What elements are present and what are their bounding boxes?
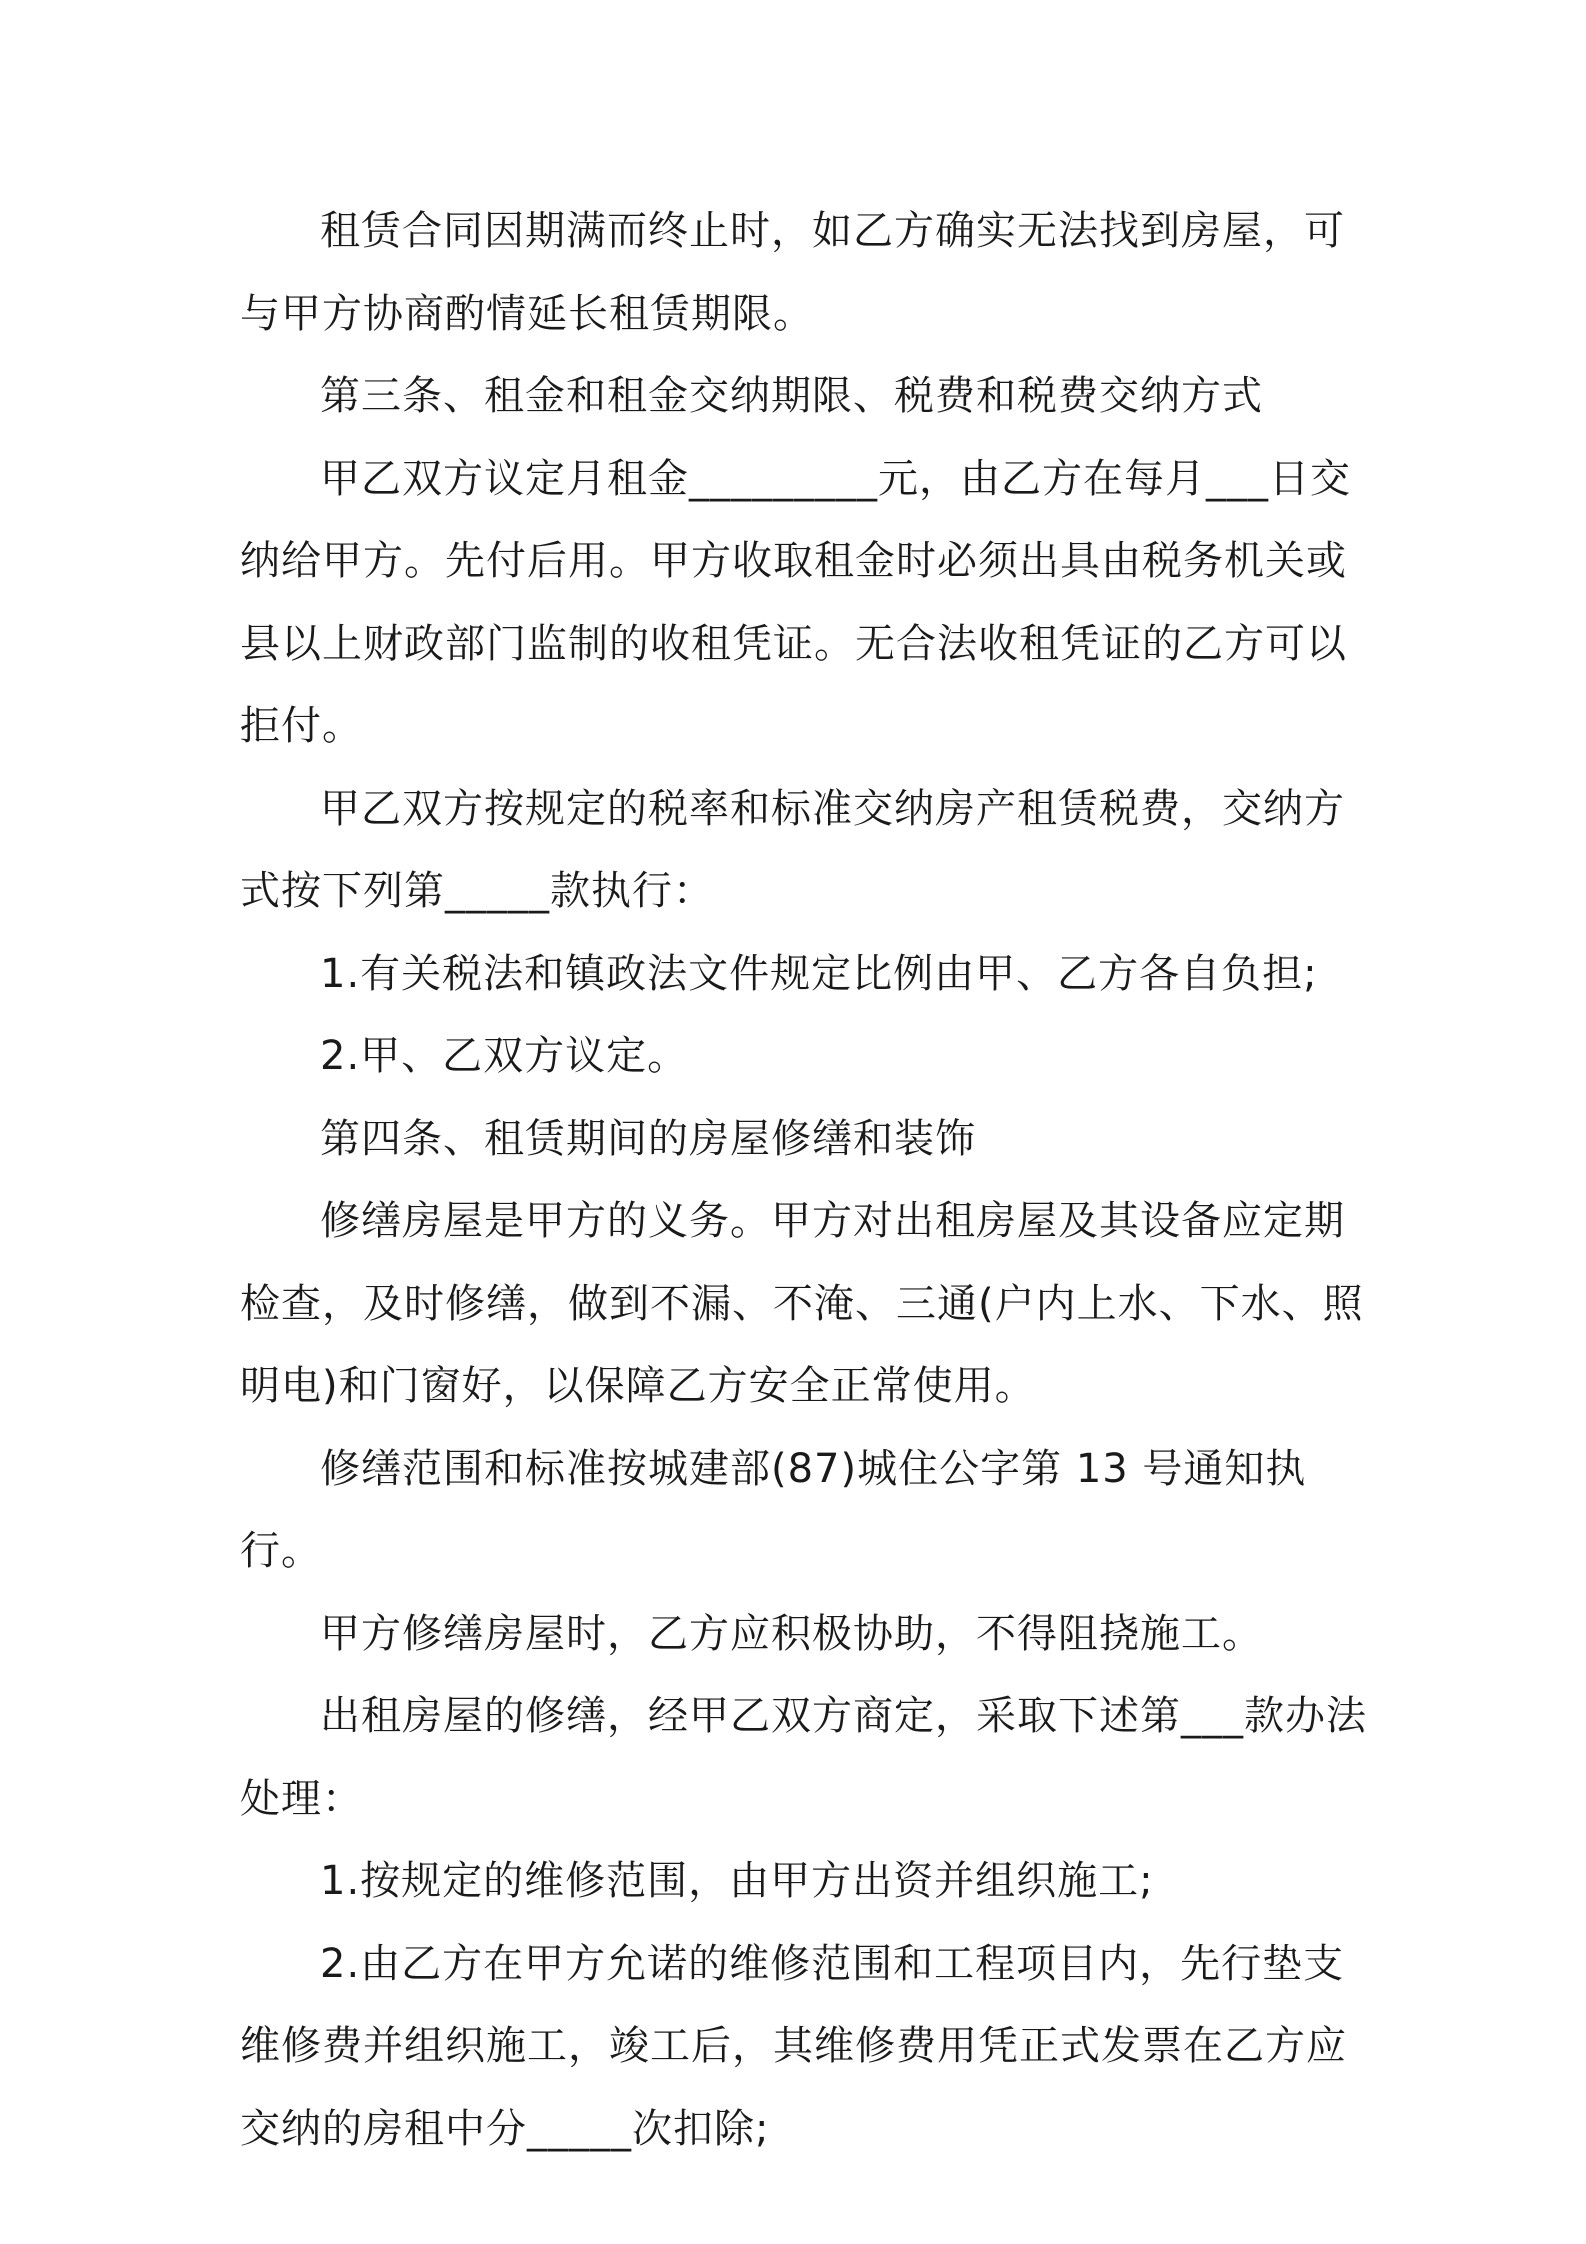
paragraph-rent-amount: 甲乙双方议定月租金_________元，由乙方在每月___日交纳给甲方。先付后用。甲方收取租金时必须出具由税务机关或县以上财政部门监制的收租凭证。无合法收租凭证的乙方可以拒付。	[240, 455, 1351, 749]
list-item-repair-1: 1.按规定的维修范围，由甲方出资并组织施工;	[320, 1858, 1154, 1904]
paragraph-repair-method: 出租房屋的修缮，经甲乙双方商定，采取下述第___款办法处理：	[240, 1693, 1367, 1822]
list-item-repair-2: 2.由乙方在甲方允诺的维修范围和工程项目内，先行垫支维修费并组织施工，竣工后，其维修费用凭正式发票在乙方应交纳的房租中分_____次扣除;	[240, 1940, 1347, 2152]
paragraph-repair-cooperation: 甲方修缮房屋时，乙方应积极协助，不得阻挠施工。	[320, 1610, 1263, 1657]
list-item-tax-2: 2.甲、乙双方议定。	[320, 1033, 689, 1079]
paragraph-repair-standard: 修缮范围和标准按城建部(87)城住公字第 13 号通知执行。	[240, 1445, 1307, 1574]
paragraph-tax-method: 甲乙双方按规定的税率和标准交纳房产租赁税费，交纳方式按下列第_____款执行：	[240, 785, 1345, 914]
contract-body	[240, 190, 1370, 2170]
paragraph-lease-extension: 租赁合同因期满而终止时，如乙方确实无法找到房屋，可与甲方协商酌情延长租赁期限。	[240, 208, 1345, 337]
list-item-tax-1: 1.有关税法和镇政法文件规定比例由甲、乙方各自负担;	[320, 950, 1318, 997]
heading-article-4: 第四条、租赁期间的房屋修缮和装饰	[320, 1115, 976, 1162]
heading-article-3: 第三条、租金和租金交纳期限、税费和税费交纳方式	[320, 373, 1263, 419]
paragraph-repair-duty: 修缮房屋是甲方的义务。甲方对出租房屋及其设备应定期检查，及时修缮，做到不漏、不淹、三通(户内上水、下水、照明电)和门窗好，以保障乙方安全正常使用。	[240, 1198, 1364, 1409]
